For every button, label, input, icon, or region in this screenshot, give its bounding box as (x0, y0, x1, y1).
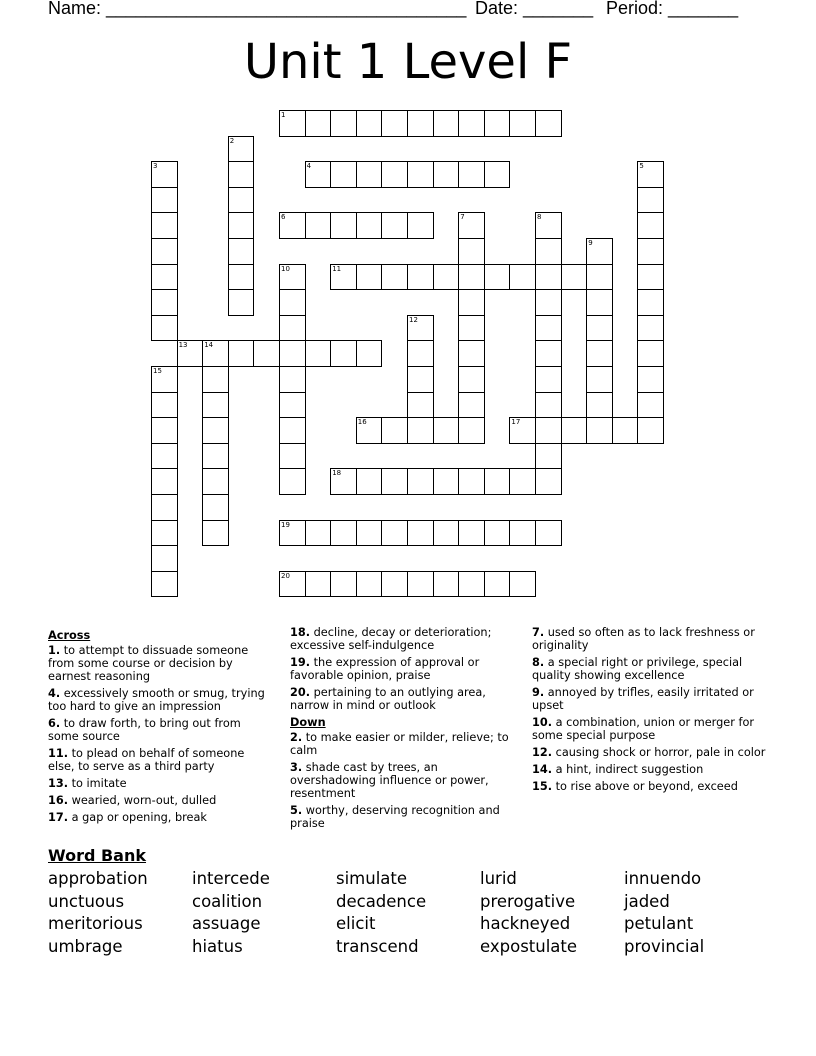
grid-cell[interactable] (381, 161, 408, 188)
grid-cell[interactable] (202, 468, 229, 495)
word-bank-word: provincial (624, 936, 705, 956)
clue-item (290, 804, 512, 830)
clue-number: 19 (281, 520, 290, 529)
word-bank-column (48, 868, 148, 958)
clue-number: 14 (204, 341, 214, 350)
grid-cell[interactable] (612, 417, 639, 444)
date-label: Date: _______ (475, 0, 594, 18)
grid-cell[interactable] (509, 468, 536, 495)
grid-cell[interactable] (151, 289, 178, 316)
clue-item-number: 3. (290, 761, 303, 774)
grid-cell[interactable] (484, 520, 511, 547)
grid-cell[interactable] (586, 340, 613, 367)
clue-item-text: a hint, indirect suggestion (555, 763, 704, 776)
grid-cell[interactable] (586, 392, 613, 419)
clue-item-text: shade cast by trees, an overshadowing influence or power, resentment (290, 761, 489, 800)
grid-cell[interactable] (151, 545, 178, 572)
grid-cell[interactable] (279, 417, 306, 444)
grid-cell[interactable] (535, 520, 562, 547)
clue-number: 16 (357, 418, 367, 427)
grid-cell[interactable] (151, 443, 178, 470)
grid-cell[interactable] (356, 340, 383, 367)
grid-cell[interactable] (228, 238, 255, 265)
grid-cell[interactable] (381, 468, 408, 495)
grid-cell[interactable] (330, 161, 357, 188)
clue-number: 10 (281, 264, 290, 273)
grid-cell[interactable] (253, 340, 280, 367)
grid-cell[interactable] (484, 468, 511, 495)
clue-item-text: wearied, worn-out, dulled (71, 794, 217, 807)
clue-item (48, 717, 270, 743)
grid-cell[interactable] (535, 340, 562, 367)
clue-item (532, 656, 768, 682)
clue-item-number: 13. (48, 777, 69, 790)
clue-item (532, 763, 768, 776)
clue-number: 9 (588, 239, 593, 247)
grid-cell[interactable] (305, 340, 332, 367)
grid-cell[interactable] (151, 520, 178, 547)
grid-cell[interactable] (407, 468, 434, 495)
grid-cell[interactable] (586, 366, 613, 393)
grid-cell[interactable] (535, 110, 562, 137)
word-bank-word: meritorious (48, 914, 143, 933)
grid-cell[interactable] (279, 443, 306, 470)
grid-cell[interactable] (458, 366, 485, 393)
grid-cell[interactable] (586, 417, 613, 444)
clue-item-text: a gap or opening, break (71, 811, 207, 824)
clue-item (290, 656, 512, 682)
grid-cell[interactable] (458, 520, 485, 547)
clue-item-number: 18. (290, 626, 311, 639)
clue-item-number: 9. (532, 686, 545, 699)
word-bank-word: transcend (336, 936, 419, 956)
word-bank-word: innuendo (624, 869, 702, 888)
grid-cell[interactable] (637, 366, 664, 393)
grid-cell[interactable] (305, 571, 332, 598)
grid-cell[interactable] (637, 212, 664, 239)
grid-cell[interactable] (356, 571, 383, 598)
clue-number: 17 (511, 418, 521, 427)
clue-item-text: to draw forth, to bring out from some source (48, 717, 241, 743)
clue-item-text: the expression of approval or favorable opinion, praise (290, 656, 480, 682)
grid-cell[interactable] (202, 443, 229, 470)
grid-cell[interactable] (637, 238, 664, 265)
clue-item (290, 686, 512, 712)
grid-cell[interactable] (637, 417, 664, 444)
clue-item (48, 687, 270, 713)
grid-cell[interactable] (381, 212, 408, 239)
grid-cell[interactable] (228, 289, 255, 316)
clue-item (48, 811, 270, 824)
clue-number: 4 (306, 162, 312, 171)
clue-item-text: annoyed by trifles, easily irritated or upset (532, 686, 754, 712)
clue-item-number: 15. (532, 780, 553, 793)
grid-cell[interactable] (356, 520, 383, 547)
grid-cell[interactable] (458, 238, 485, 265)
grid-cell[interactable] (433, 571, 460, 598)
grid-cell[interactable] (151, 571, 178, 598)
word-bank-word: unctuous (48, 891, 125, 911)
grid-cell[interactable] (484, 264, 511, 291)
word-bank-word: umbrage (48, 936, 123, 956)
clue-item-number: 6. (48, 717, 61, 730)
grid-cell[interactable] (356, 110, 383, 137)
grid-cell[interactable] (279, 340, 306, 367)
clue-number: 7 (460, 213, 465, 222)
clue-item (48, 644, 270, 683)
grid-cell[interactable] (433, 110, 460, 137)
page-title: Unit 1 Level F (243, 34, 573, 90)
grid-cell[interactable] (279, 289, 306, 316)
clue-number: 1 (281, 111, 286, 119)
clue-number: 15 (153, 367, 162, 375)
grid-cell[interactable] (509, 110, 536, 137)
clue-item-number: 2. (290, 731, 303, 744)
clue-number: 8 (537, 213, 542, 222)
clue-item (290, 626, 512, 652)
grid-cell[interactable] (202, 392, 229, 419)
clue-item-number: 17. (48, 811, 69, 824)
clue-item-number: 16. (48, 794, 69, 807)
period-label: Period: _______ (606, 0, 739, 18)
clue-item-number: 8. (532, 656, 545, 669)
grid-cell[interactable] (586, 289, 613, 316)
word-bank-word: simulate (336, 869, 408, 888)
word-bank-title: Word Bank (48, 846, 147, 865)
grid-cell[interactable] (407, 340, 434, 367)
clue-item-number: 11. (48, 747, 69, 760)
grid-cell[interactable] (202, 417, 229, 444)
clue-item (532, 716, 768, 742)
grid-cell[interactable] (561, 264, 588, 291)
grid-cell[interactable] (151, 494, 178, 521)
clue-item-number: 7. (532, 626, 545, 639)
grid-cell[interactable] (433, 468, 460, 495)
grid-cell[interactable] (381, 417, 408, 444)
grid-cell[interactable] (535, 366, 562, 393)
clues-column-2 (290, 626, 512, 834)
grid-cell[interactable] (407, 366, 434, 393)
word-bank-column (480, 868, 577, 958)
grid-cell[interactable] (433, 417, 460, 444)
clue-number: 3 (153, 162, 158, 171)
grid-cell[interactable] (458, 340, 485, 367)
grid-cell[interactable] (586, 315, 613, 342)
clue-number: 6 (281, 213, 286, 222)
clue-item-text: to imitate (71, 777, 127, 790)
clue-number: 11 (332, 264, 342, 273)
word-bank-word: hackneyed (480, 914, 571, 933)
grid-cell[interactable] (151, 392, 178, 419)
grid-cell[interactable] (458, 289, 485, 316)
grid-cell[interactable] (381, 571, 408, 598)
grid-cell[interactable] (279, 366, 306, 393)
grid-cell[interactable] (637, 187, 664, 214)
clue-item-number: 10. (532, 716, 553, 729)
clue-item (48, 794, 270, 807)
grid-cell[interactable] (407, 161, 434, 188)
word-bank-word: elicit (336, 914, 376, 933)
grid-cell[interactable] (484, 161, 511, 188)
name-label: Name: ____________________________________ (48, 0, 467, 18)
grid-cell[interactable] (509, 264, 536, 291)
grid-cell[interactable] (484, 110, 511, 137)
grid-cell[interactable] (535, 289, 562, 316)
word-bank-word: lurid (480, 869, 517, 888)
grid-cell[interactable] (535, 238, 562, 265)
word-bank-column (624, 868, 704, 958)
clue-item (532, 626, 768, 652)
grid-cell[interactable] (381, 264, 408, 291)
grid-cell[interactable] (433, 161, 460, 188)
clues-column-3 (532, 626, 768, 797)
clue-item-number: 20. (290, 686, 311, 699)
grid-cell[interactable] (535, 443, 562, 470)
grid-cell[interactable] (151, 238, 178, 265)
clue-item-number: 4. (48, 687, 61, 700)
grid-cell[interactable] (458, 392, 485, 419)
grid-cell[interactable] (458, 110, 485, 137)
clue-section-heading: Down (290, 716, 326, 729)
word-bank-word: prerogative (480, 891, 576, 911)
clue-item (290, 761, 512, 800)
grid-cell[interactable] (330, 571, 357, 598)
word-bank-word: decadence (336, 891, 427, 911)
grid-cell[interactable] (228, 340, 255, 367)
grid-cell[interactable] (535, 468, 562, 495)
word-bank-word: jaded (624, 891, 670, 911)
grid-cell[interactable] (356, 161, 383, 188)
grid-cell[interactable] (458, 468, 485, 495)
grid-cell[interactable] (637, 340, 664, 367)
grid-cell[interactable] (637, 289, 664, 316)
clue-item-text: used so often as to lack freshness or originality (532, 626, 755, 652)
grid-cell[interactable] (228, 187, 255, 214)
grid-cell[interactable] (458, 161, 485, 188)
clue-item (532, 686, 768, 712)
clue-item-text: excessively smooth or smug, trying too hard to give an impression (48, 687, 265, 713)
clue-number: 5 (639, 162, 644, 171)
grid-cell[interactable] (202, 494, 229, 521)
grid-cell[interactable] (202, 520, 229, 547)
grid-cell[interactable] (433, 520, 460, 547)
grid-cell[interactable] (407, 571, 434, 598)
grid-cell[interactable] (381, 110, 408, 137)
grid-cell[interactable] (535, 264, 562, 291)
grid-cell[interactable] (637, 392, 664, 419)
clue-item-text: decline, decay or deterioration; excessive self-indulgence (290, 626, 492, 652)
grid-cell[interactable] (586, 264, 613, 291)
grid-cell[interactable] (637, 264, 664, 291)
grid-cell[interactable] (637, 315, 664, 342)
clue-number: 12 (409, 315, 418, 324)
grid-cell[interactable] (330, 212, 357, 239)
grid-cell[interactable] (381, 520, 408, 547)
grid-cell[interactable] (458, 264, 485, 291)
word-bank-word: approbation (48, 869, 148, 888)
grid-cell[interactable] (458, 417, 485, 444)
word-bank-word: coalition (192, 891, 263, 911)
clue-item-number: 14. (532, 763, 553, 776)
grid-cell[interactable] (330, 520, 357, 547)
clue-item-number: 12. (532, 746, 553, 759)
clue-item-number: 19. (290, 656, 311, 669)
grid-cell[interactable] (228, 161, 255, 188)
word-bank-word: expostulate (480, 936, 578, 956)
clue-item (48, 777, 270, 790)
grid-cell[interactable] (151, 187, 178, 214)
grid-cell[interactable] (330, 340, 357, 367)
grid-cell[interactable] (151, 212, 178, 239)
clue-item (48, 747, 270, 773)
clue-item-text: to attempt to dissuade someone from some course or decision by earnest reasoning (48, 644, 249, 683)
grid-cell[interactable] (330, 110, 357, 137)
grid-cell[interactable] (279, 392, 306, 419)
word-bank-column (336, 868, 426, 958)
grid-cell[interactable] (407, 392, 434, 419)
grid-cell[interactable] (407, 110, 434, 137)
grid-cell[interactable] (279, 468, 306, 495)
grid-cell[interactable] (407, 520, 434, 547)
clue-number: 20 (281, 571, 290, 580)
grid-cell[interactable] (535, 315, 562, 342)
grid-cell[interactable] (356, 264, 383, 291)
grid-cell[interactable] (279, 315, 306, 342)
clue-number: 13 (178, 341, 188, 350)
grid-cell[interactable] (433, 264, 460, 291)
word-bank-word: assuage (192, 914, 261, 933)
clue-item-number: 5. (290, 804, 303, 817)
clue-item-text: causing shock or horror, pale in color (555, 746, 766, 759)
clue-item (532, 746, 768, 759)
grid-cell[interactable] (305, 110, 332, 137)
grid-cell[interactable] (458, 315, 485, 342)
clue-item (532, 780, 768, 793)
clue-section-heading: Across (48, 629, 91, 642)
clue-number: 2 (229, 136, 235, 145)
grid-cell[interactable] (535, 417, 562, 444)
grid-cell[interactable] (535, 392, 562, 419)
grid-cell[interactable] (407, 212, 434, 239)
grid-cell[interactable] (305, 520, 332, 547)
grid-cell[interactable] (356, 468, 383, 495)
clue-item-text: to make easier or milder, relieve; to calm (290, 731, 509, 757)
word-bank-column (192, 868, 270, 958)
grid-cell[interactable] (458, 571, 485, 598)
grid-cell[interactable] (305, 212, 332, 239)
grid-cell[interactable] (228, 264, 255, 291)
grid-cell[interactable] (151, 264, 178, 291)
grid-cell[interactable] (407, 264, 434, 291)
grid-cell[interactable] (151, 468, 178, 495)
clue-number: 18 (332, 469, 342, 478)
grid-cell[interactable] (228, 212, 255, 239)
clue-item-text: to rise above or beyond, exceed (555, 780, 738, 793)
word-bank-word: intercede (192, 869, 270, 888)
clue-item-text: a special right or privilege, special quality showing excellence (532, 656, 743, 682)
grid-cell[interactable] (151, 417, 178, 444)
grid-cell[interactable] (151, 315, 178, 342)
clue-item-text: worthy, deserving recognition and praise (290, 804, 500, 830)
grid-cell[interactable] (407, 417, 434, 444)
clue-item (290, 731, 512, 757)
clue-item-text: to plead on behalf of someone else, to serve as a third party (48, 747, 245, 773)
grid-cell[interactable] (484, 571, 511, 598)
grid-cell[interactable] (509, 520, 536, 547)
clues-column-1 (48, 626, 270, 828)
grid-cell[interactable] (561, 417, 588, 444)
grid-cell[interactable] (509, 571, 536, 598)
clue-item-text: pertaining to an outlying area, narrow in mind or outlook (290, 686, 486, 712)
grid-cell[interactable] (356, 212, 383, 239)
word-bank-word: hiatus (192, 936, 243, 956)
clue-item-number: 1. (48, 644, 61, 657)
grid-cell[interactable] (202, 366, 229, 393)
word-bank-word: petulant (624, 914, 694, 933)
clue-item-text: a combination, union or merger for some special purpose (532, 716, 755, 742)
